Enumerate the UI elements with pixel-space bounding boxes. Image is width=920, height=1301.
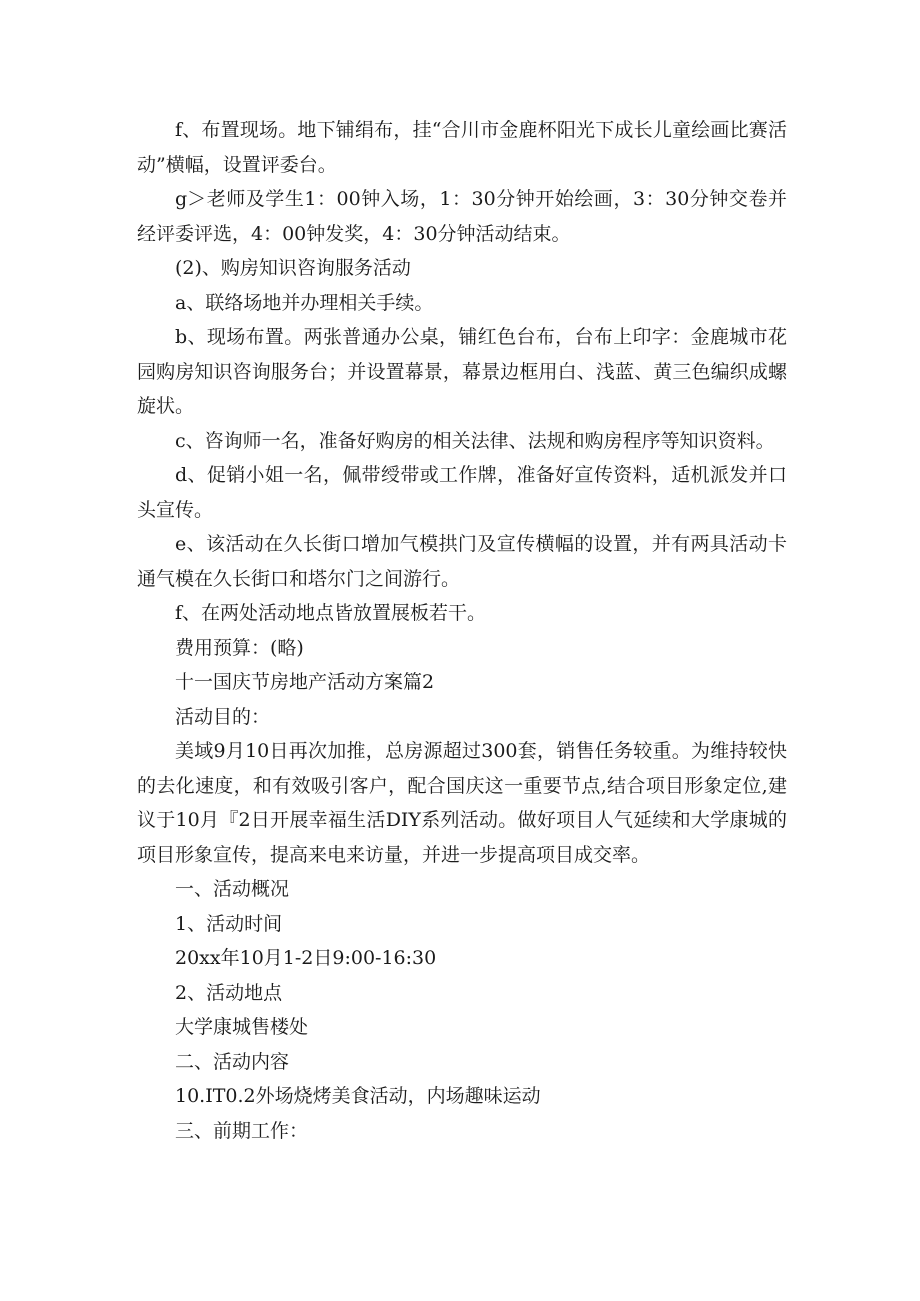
paragraph-budget: 费用预算：(略) xyxy=(175,636,304,659)
section-title: 十一国庆节房地产活动方案篇2 xyxy=(175,671,435,693)
heading-preparation: 三、前期工作： xyxy=(175,1119,309,1142)
heading-content: 二、活动内容 xyxy=(175,1050,290,1073)
paragraph-location-value: 大学康城售楼处 xyxy=(175,1016,309,1038)
heading-time: 1、活动时间 xyxy=(175,912,283,935)
paragraph-setup-venue: f、布置现场。地下铺绢布，挂“合川市金鹿杯阳光下成长儿童绘画比赛活动”横幅，设置评委台。 xyxy=(137,119,787,176)
paragraph-item-b: b、现场布置。两张普通办公桌，铺红色台布，台布上印字：金鹿城市花园购房知识咨询服务台；并设置幕景，幕景边框用白、浅蓝、黄三色编织成螺旋状。 xyxy=(137,326,787,417)
paragraph-schedule: g＞老师及学生1：00钟入场，1：30分钟开始绘画，3：30分钟交卷并经评委评选，4：00钟发奖，4：30分钟活动结束。 xyxy=(137,188,787,245)
document-body xyxy=(137,113,787,1148)
heading-location: 2、活动地点 xyxy=(175,981,283,1004)
paragraph-item-f: f、在两处活动地点皆放置展板若干。 xyxy=(175,602,487,624)
paragraph-content-value: 10.IT0.2外场烧烤美食活动，内场趣味运动 xyxy=(175,1085,541,1107)
paragraph-consulting-heading: (2)、购房知识咨询服务活动 xyxy=(175,257,411,279)
paragraph-purpose-label: 活动目的： xyxy=(175,705,271,728)
paragraph-time-value: 20xx年10月1-2日9:00-16:30 xyxy=(175,947,437,969)
paragraph-item-a: a、联络场地并办理相关手续。 xyxy=(175,291,434,314)
heading-overview: 一、活动概况 xyxy=(175,878,290,900)
paragraph-item-c: c、咨询师一名，准备好购房的相关法律、法规和购房程序等知识资料。 xyxy=(175,429,775,452)
paragraph-item-d: d、促销小姐一名，佩带绶带或工作牌，准备好宣传资料，适机派发并口头宣传。 xyxy=(137,464,787,521)
paragraph-item-e: e、该活动在久长街口增加气模拱门及宣传横幅的设置，并有两具活动卡通气模在久长街口和塔尔门之间游行。 xyxy=(137,533,787,590)
paragraph-purpose-body: 美域9月10日再次加推，总房源超过300套，销售任务较重。为维持较快的去化速度，和有效吸引客户，配合国庆这一重要节点,结合项目形象定位,建议于10月『2日开展幸福生活DIY系列活动。做好项目人气延续和大学康城的项目形象宣传，提高来电来访量，并进一步提高项目成交率。 xyxy=(137,740,787,866)
